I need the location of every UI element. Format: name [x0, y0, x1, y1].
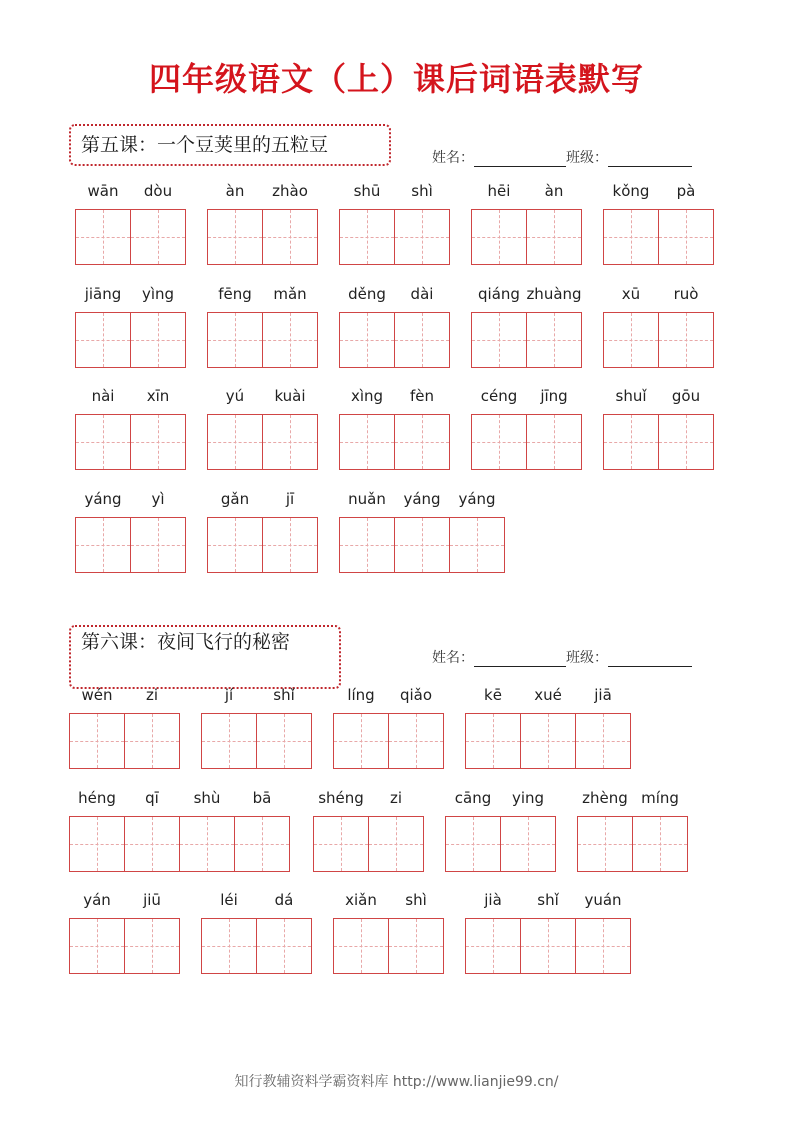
writing-cell[interactable]	[75, 209, 131, 265]
writing-cell[interactable]	[339, 209, 395, 265]
writing-cell[interactable]	[471, 312, 527, 368]
writing-cell[interactable]	[69, 918, 125, 974]
lesson-title-6	[69, 625, 341, 689]
name-class-fields-5	[432, 147, 692, 167]
writing-cell[interactable]	[603, 312, 659, 368]
class-blank[interactable]	[608, 152, 692, 167]
writing-cell[interactable]	[207, 312, 263, 368]
writing-cell[interactable]	[207, 414, 263, 470]
pinyin-label: xué	[534, 686, 562, 704]
pinyin-label: yú	[225, 387, 245, 405]
class-label: 班级：	[566, 650, 608, 666]
writing-cell[interactable]	[69, 816, 125, 872]
writing-cell[interactable]	[465, 713, 521, 769]
writing-cell[interactable]	[313, 816, 369, 872]
writing-cell[interactable]	[124, 713, 180, 769]
writing-cell[interactable]	[526, 414, 582, 470]
writing-cell[interactable]	[603, 209, 659, 265]
pinyin-label: yáng	[403, 490, 441, 508]
name-label: 姓名：	[432, 150, 474, 166]
class-blank[interactable]	[608, 652, 692, 667]
writing-cell[interactable]	[207, 209, 263, 265]
pinyin-label: wén	[81, 686, 113, 704]
writing-cell[interactable]	[394, 209, 450, 265]
writing-cell[interactable]	[526, 312, 582, 368]
writing-cell[interactable]	[333, 918, 389, 974]
writing-cell[interactable]	[333, 713, 389, 769]
writing-cell[interactable]	[520, 713, 576, 769]
name-blank[interactable]	[474, 152, 566, 167]
pinyin-label: jià	[484, 891, 502, 909]
pinyin-label: děng	[348, 285, 386, 303]
writing-cell[interactable]	[526, 209, 582, 265]
pinyin-label: cāng	[454, 789, 492, 807]
pinyin-label: qī	[145, 789, 159, 807]
pinyin-label: míng	[641, 789, 679, 807]
writing-cell[interactable]	[69, 713, 125, 769]
writing-cell[interactable]	[368, 816, 424, 872]
writing-cell[interactable]	[75, 414, 131, 470]
pinyin-label: líng	[347, 686, 375, 704]
pinyin-label: shù	[193, 789, 221, 807]
pinyin-label: shǐ	[273, 686, 295, 704]
pinyin-label: kǒng	[612, 182, 650, 200]
lesson-title-5	[69, 124, 391, 166]
pinyin-label: zhèng	[582, 789, 628, 807]
writing-cell[interactable]	[130, 312, 186, 368]
pinyin-label: pà	[676, 182, 696, 200]
writing-cell[interactable]	[575, 713, 631, 769]
pinyin-label: jí	[224, 686, 234, 704]
writing-cell[interactable]	[465, 918, 521, 974]
writing-cell[interactable]	[262, 517, 318, 573]
pinyin-label: jiāng	[84, 285, 122, 303]
writing-cell[interactable]	[256, 713, 312, 769]
pinyin-label: yuán	[584, 891, 622, 909]
writing-cell[interactable]	[449, 517, 505, 573]
pinyin-label: xiǎn	[345, 891, 377, 909]
pinyin-label: àn	[225, 182, 245, 200]
writing-cell[interactable]	[75, 312, 131, 368]
pinyin-label: yáng	[458, 490, 496, 508]
writing-cell[interactable]	[500, 816, 556, 872]
writing-cell[interactable]	[234, 816, 290, 872]
pinyin-label: hēi	[487, 182, 511, 200]
pinyin-label: kē	[484, 686, 502, 704]
pinyin-label: yì	[151, 490, 165, 508]
writing-cell[interactable]	[658, 312, 714, 368]
pinyin-label: héng	[78, 789, 116, 807]
pinyin-label: zhuàng	[526, 285, 582, 303]
pinyin-label: nuǎn	[348, 490, 386, 508]
writing-cell[interactable]	[262, 414, 318, 470]
writing-cell[interactable]	[471, 414, 527, 470]
pinyin-label: shéng	[318, 789, 364, 807]
lesson-title-text: 第六课：夜间飞行的秘密	[81, 631, 291, 653]
pinyin-label: shuǐ	[615, 387, 647, 405]
writing-cell[interactable]	[394, 312, 450, 368]
pinyin-label: yáng	[84, 490, 122, 508]
pinyin-label: nài	[91, 387, 115, 405]
writing-cell[interactable]	[75, 517, 131, 573]
pinyin-label: yán	[83, 891, 111, 909]
writing-cell[interactable]	[603, 414, 659, 470]
pinyin-label: céng	[480, 387, 518, 405]
writing-cell[interactable]	[394, 517, 450, 573]
pinyin-label: zhào	[272, 182, 308, 200]
pinyin-label: shì	[405, 891, 427, 909]
writing-cell[interactable]	[130, 517, 186, 573]
writing-cell[interactable]	[339, 414, 395, 470]
writing-cell[interactable]	[256, 918, 312, 974]
pinyin-label: àn	[544, 182, 564, 200]
page-title: 四年级语文（上）课后词语表默写	[148, 60, 644, 98]
writing-cell[interactable]	[394, 414, 450, 470]
writing-cell[interactable]	[124, 816, 180, 872]
writing-cell[interactable]	[658, 209, 714, 265]
pinyin-label: yìng	[141, 285, 175, 303]
writing-cell[interactable]	[520, 918, 576, 974]
name-class-fields-6	[432, 647, 692, 667]
writing-cell[interactable]	[207, 517, 263, 573]
lesson-title-text: 第五课：一个豆荚里的五粒豆	[81, 134, 329, 156]
pinyin-label: wān	[87, 182, 119, 200]
pinyin-label: jiū	[143, 891, 161, 909]
pinyin-label: bā	[252, 789, 272, 807]
writing-cell[interactable]	[130, 414, 186, 470]
pinyin-label: dài	[410, 285, 434, 303]
pinyin-label: xū	[621, 285, 641, 303]
name-label: 姓名：	[432, 650, 474, 666]
pinyin-label: gōu	[671, 387, 701, 405]
pinyin-label: shì	[411, 182, 433, 200]
pinyin-label: gǎn	[220, 490, 250, 508]
writing-cell[interactable]	[339, 517, 395, 573]
writing-cell[interactable]	[445, 816, 501, 872]
writing-cell[interactable]	[658, 414, 714, 470]
writing-cell[interactable]	[179, 816, 235, 872]
writing-cell[interactable]	[388, 713, 444, 769]
writing-cell[interactable]	[262, 209, 318, 265]
class-label: 班级：	[566, 150, 608, 166]
writing-cell[interactable]	[471, 209, 527, 265]
pinyin-label: jīng	[540, 387, 568, 405]
pinyin-label: dòu	[143, 182, 173, 200]
writing-cell[interactable]	[262, 312, 318, 368]
pinyin-label: shū	[353, 182, 381, 200]
pinyin-label: kuài	[274, 387, 306, 405]
pinyin-label: xīn	[146, 387, 170, 405]
writing-cell[interactable]	[577, 816, 633, 872]
pinyin-label: jiā	[594, 686, 612, 704]
pinyin-label: qiáng	[478, 285, 520, 303]
pinyin-label: ying	[511, 789, 545, 807]
pinyin-label: fèn	[409, 387, 435, 405]
name-blank[interactable]	[474, 652, 566, 667]
writing-cell[interactable]	[124, 918, 180, 974]
pinyin-label: mǎn	[273, 285, 307, 303]
pinyin-label: zi	[145, 686, 159, 704]
pinyin-label: fēng	[218, 285, 252, 303]
writing-cell[interactable]	[130, 209, 186, 265]
writing-cell[interactable]	[201, 713, 257, 769]
pinyin-label: qiǎo	[399, 686, 433, 704]
writing-cell[interactable]	[632, 816, 688, 872]
footer-source: 知行教辅资料学霸资料库 http://www.lianjie99.cn/	[234, 1074, 559, 1090]
pinyin-label: jī	[285, 490, 295, 508]
writing-cell[interactable]	[339, 312, 395, 368]
pinyin-label: xìng	[350, 387, 384, 405]
pinyin-label: léi	[220, 891, 238, 909]
pinyin-label: dá	[274, 891, 294, 909]
pinyin-label: zi	[389, 789, 403, 807]
pinyin-label: ruò	[673, 285, 699, 303]
writing-cell[interactable]	[575, 918, 631, 974]
pinyin-label: shǐ	[537, 891, 559, 909]
writing-cell[interactable]	[201, 918, 257, 974]
writing-cell[interactable]	[388, 918, 444, 974]
